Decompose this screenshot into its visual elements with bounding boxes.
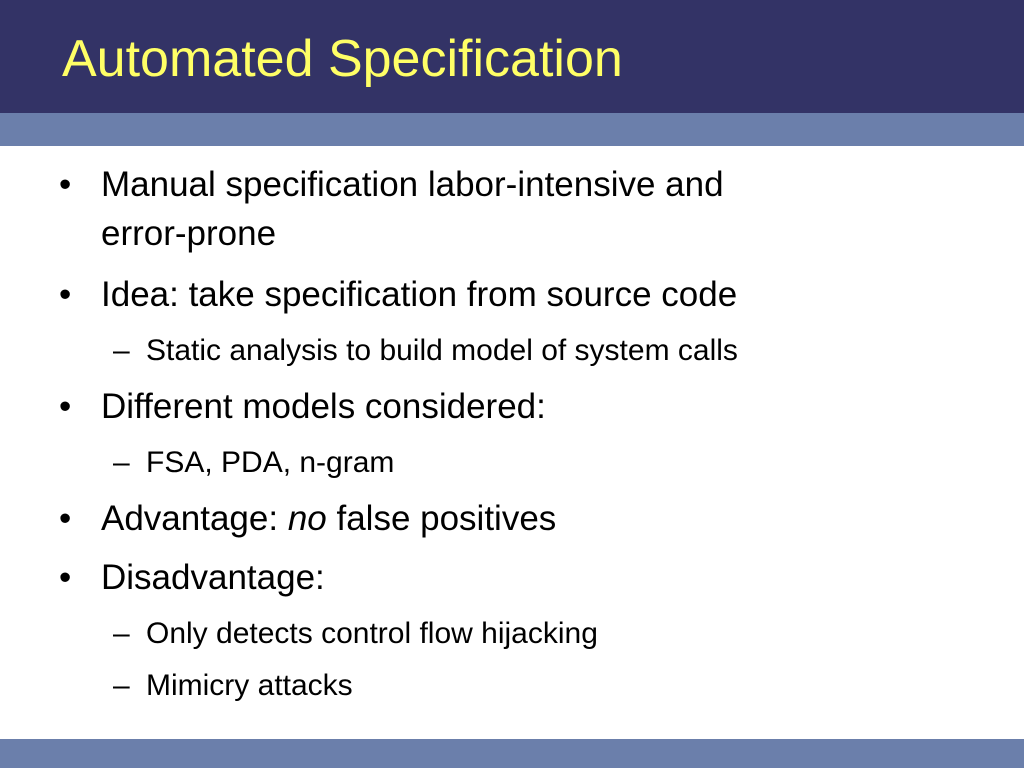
bullet-marker: • [59,165,72,204]
bullet-text [101,494,556,544]
sub-bullet-marker: – [113,617,130,650]
sub-bullet-text: Static analysis to build model of system calls [146,334,738,367]
bullet-text-lead: Advantage: [101,499,288,538]
sub-bullet-text: Mimicry attacks [146,669,353,702]
bullet-text: Idea: take specification from source code [101,275,738,314]
slide-title: Automated Specification [62,30,623,88]
bullet-marker: • [59,558,72,597]
bullet-marker: • [59,275,72,314]
sub-bullet-marker: – [113,669,130,702]
sub-bullet-marker: – [113,446,130,479]
sub-bullet-marker: – [113,334,130,367]
bullet-marker: • [59,499,72,538]
sub-bullet-text: FSA, PDA, n-gram [146,446,395,479]
bullet-text: Disadvantage: [101,558,325,597]
bullet-text: Manual specification labor-intensive and [101,165,724,204]
bullet-text-tail: false positives [326,499,557,538]
sub-bullet-text: Only detects control flow hijacking [146,617,598,650]
bullet-text: Different models considered: [101,387,546,426]
bullet-marker: • [59,387,72,426]
bottom-accent-bar [0,739,1024,768]
bullet-text-continuation: error-prone [101,214,277,253]
emphasis-text: no [287,499,327,538]
